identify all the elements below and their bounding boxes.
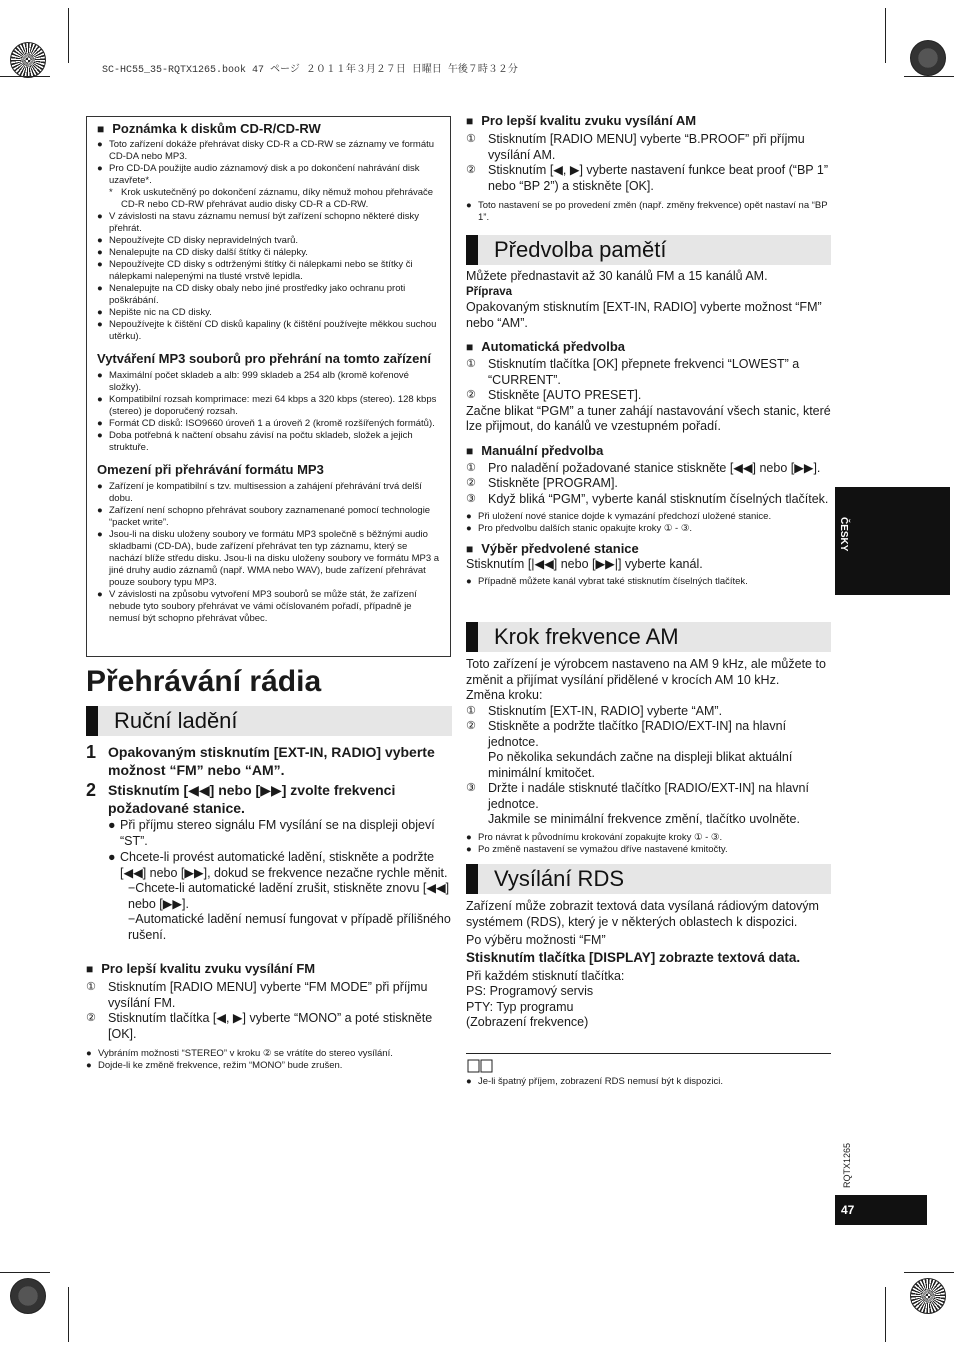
dash-note: −Automatické ladění nemusí fungovat v případě přílišného rušení. <box>128 912 451 942</box>
section-band-manual <box>86 706 452 736</box>
select-preset-title: ■ Výběr předvolené stanice <box>466 541 639 556</box>
freq-step: Stisknutím [EXT-IN, RADIO] vyberte “AM”. <box>488 703 723 718</box>
am-note: Toto nastavení se po provedení změn (např. změny frekvence) opět nastaví na “BP 1”. <box>478 200 828 223</box>
cd-note: Nepište nic na CD disky. <box>109 307 212 318</box>
crop-mark <box>68 1287 69 1342</box>
dash-note: −Chcete-li automatické ladění zrušit, stiskněte znovu [◀◀] nebo [▶▶]. <box>128 881 450 911</box>
manual-step: Když bliká “PGM”, vyberte kanál stisknutím číselných tlačítek. <box>488 491 829 506</box>
crop-mark <box>885 8 886 63</box>
fm-note: Dojde-li ke změně frekvence, režim “MONO” bude zrušen. <box>98 1060 343 1071</box>
auto-text: Začne blikat “PGM” a tuner zahájí nastavování všech stanic, které lze přijmout, do kanálů ve vzestupném pořadí. <box>466 403 831 433</box>
fm-step: Stisknutím tlačítka [◀, ▶] vyberte “MONO” a poté stiskněte [OK]. <box>108 1011 433 1041</box>
auto-preset-title: ■ Automatická předvolba <box>466 339 626 354</box>
auto-step: Stisknutím tlačítka [OK] přepnete frekvenci “LOWEST” a “CURRENT”. <box>488 357 800 387</box>
cd-note: Nepoužívejte k čištění CD disků kapaliny (k čištění používejte měkkou suchou utěrku). <box>109 319 437 342</box>
mp3-note: Kompatibilní rozsah komprimace: mezi 64 kbps a 320 kbps (stereo). 128 kbps (stereo) je doporučený rozsah. <box>109 394 437 417</box>
preset-intro: Můžete přednastavit až 30 kanálů FM a 15 kanálů AM. <box>466 269 768 283</box>
language-label: ČESKY <box>838 517 849 552</box>
freq-step: Držte i nadále stisknuté tlačítko [RADIO/EXT-IN] na hlavní jednotce. <box>488 781 809 811</box>
bullet-note: Při příjmu stereo signálu FM vysílání se na displeji objeví “ST”. <box>120 818 435 848</box>
rds-pty: PTY: Typ programu <box>466 999 574 1014</box>
freq-step-detail: Po několika sekundách začne na displeji blikat aktuální minimální kmitočet. <box>488 750 793 780</box>
crop-mark <box>904 76 954 77</box>
bullet-note: Chcete-li provést automatické ladění, stiskněte a podržte [◀◀] nebo [▶▶], dokud se frekvence nezačne rychle měnit. <box>120 850 448 880</box>
rds-note: Je-li špatný příjem, zobrazení RDS nemusí být k dispozici. <box>478 1076 723 1087</box>
mp3-note: Maximální počet skladeb a alb: 999 skladeb a 254 alb (kromě kořenové složky). <box>109 370 409 393</box>
registration-ring-icon <box>910 40 946 76</box>
rds-ps: PS: Programový servis <box>466 984 594 998</box>
fm-step: Stisknutím [RADIO MENU] vyberte “FM MODE” při příjmu vysílání FM. <box>108 980 428 1010</box>
doc-code: RQTX1265 <box>842 1142 852 1188</box>
am-step: Stisknutím [◀, ▶] vyberte nastavení funkce beat proof (“BP 1” nebo “BP 2”) a stiskněte [OK]. <box>488 163 828 193</box>
cd-notes-title: ■ Poznámka k diskům CD-R/CD-RW <box>97 121 321 136</box>
fm-note: Vybráním možnosti “STEREO” v kroku ② se vrátíte do stereo vysílání. <box>98 1048 393 1059</box>
cd-note: Nenalepujte na CD disky obaly nebo jiné prostředky jako ochranu proti poškrábání. <box>109 283 406 306</box>
section-band-step <box>466 622 831 652</box>
select-text: Stisknutím [|◀◀] nebo [▶▶|] vyberte kanál. <box>466 557 703 571</box>
step-2-text: Stisknutím [◀◀] nebo [▶▶] zvolte frekvenci požadované stanice. <box>108 782 396 816</box>
rds-intro: Zařízení může zobrazit textová data vysílaná rádiovým datovým systémem (RDS), který je v některých oblastech k dispozici. <box>466 899 819 929</box>
freq-note: Pro návrat k původnímu krokování zopakujte kroky ① - ③. <box>478 831 723 843</box>
freq-step: Stiskněte a podržte tlačítko [RADIO/EXT-IN] na hlavní jednotce. <box>488 719 787 749</box>
manual-note: Pro předvolbu dalších stanic opakujte kroky ① - ③. <box>478 523 692 534</box>
file-header: SC-HC55_35-RQTX1265.book 47 ページ ２０１１年３月２７日 日曜日 午後７時３２分 <box>102 65 518 76</box>
rds-instruction: Stisknutím tlačítka [DISPLAY] zobrazte textová data. <box>466 949 801 965</box>
crop-mark <box>68 8 69 63</box>
freq-step-detail: Jakmile se minimální frekvence změní, tlačítko uvolněte. <box>488 812 800 826</box>
cd-note: V závislosti na stavu záznamu nemusí být zařízení schopno některé disky přehrát. <box>109 211 419 234</box>
crop-mark <box>0 76 50 77</box>
page-title: Přehrávání rádia <box>86 665 322 698</box>
manual-note: Při uložení nové stanice dojde k vymazání předchozí uložené stanice. <box>478 511 772 522</box>
limit-note: Jsou-li na disku uloženy soubory ve formátu MP3 společně s běžnými audio skladbami (CD-DA), bude zařízení přehrávat ten typ záznamu, který se nachází blíže středu disku. Jsou-li na disku uloženy soubory ve formátu MP3 a jiné druhy audio záznamů (např. WMA nebo WAV), bude zařízení přehrávat pouze soubory typu MP3. <box>109 529 440 588</box>
language-tab <box>835 487 950 595</box>
registration-ring-icon <box>10 42 46 78</box>
registration-ring-icon <box>910 1278 946 1314</box>
crop-mark <box>885 1287 886 1342</box>
section-title: Krok frekvence AM <box>494 624 679 649</box>
section-title: Vysílání RDS <box>494 866 625 891</box>
freq-note: Po změně nastavení se vymažou dříve nastavené kmitočty. <box>478 843 728 855</box>
cd-notes-box: ■ Poznámka k diskům CD-R/CD-RW ● Toto zařízení dokáže přehrávat disky CD-R a CD-RW se záznamy ve formátu CD-DA nebo MP3. ● Pro CD-DA použijte audio záznamový disk a po dokončení nahrávání disk uzavřete*. * Krok uskutečněný po dokončení záznamu, díky němuž mohou přehrávače CD-R nebo CD-RW přehrávat audio disky CD-R a CD-RW. ● V závislosti na stavu záznamu nemusí být zařízení schopno některé disky přehrát. ● Nepoužívejte CD disky nepravidelných tvarů. ● Nenalepujte na CD disky další štítky či nálepky. ● Nepoužívejte CD disky s odtrženými štítky či nálepkami nebo se štítky či nálepkami nalepenými na tlusté vrstvě lepidla. ● Nenalepujte na CD disky obaly nebo jiné prostředky jako ochranu proti poškrábání. ● Nepište nic na CD disky. ● Nepoužívejte k čištění CD disků kapaliny (k čištění používejte měkkou suchou utěrku). Vytváření MP3 souborů pro přehrání na tomto zařízení ● Maximální počet skladeb a alb: 999 skladeb a 254 alb (kromě kořenové složky). ● Kompatibilní rozsah komprimace: mezi 64 kbps a 320 kbps (stereo). 128 kbps (stereo) je doporučený rozsah. ● Formát CD disků: ISO9660 úroveň 1 a úroveň 2 (kromě rozšířených formátů). ● Doba potřebná k načtení obsahu závisí na počtu skladeb, složek a jejich struktuře. Omezení při přehrávání formátu MP3 ● Zařízení je kompatibilní s tzv. multisession a zahájení přehrávání trvá delší dobu. ● Zařízení není schopno přehrávat soubory zaznamenané pomocí technologie “packet write”. ● Jsou-li na disku uloženy soubory ve formátu MP3 společně s běžnými audio skladbami (CD-DA), bude zařízení přehrávat ten typ záznamu, který se nachází blíže středu disku. Jsou-li na disku uloženy soubory ve formátu MP3 a jiné druhy audio záznamů (např. WMA nebo WAV), bude zařízení přehrávat pouze soubory typu MP3. ● V závislosti na způsobu vytvoření MP3 souborů se může stát, že zařízení nebude tyto soubory přehrávat ve vámi očíslovaném pořadí, případně je nemusí být schopno přehrávat vůbec. <box>86 116 451 657</box>
section-title: Ruční ladění <box>114 708 238 733</box>
step-change-label: Změna kroku: <box>466 688 543 702</box>
step-1-text: Opakovaným stisknutím [EXT-IN, RADIO] vyberte možnost “FM” nebo “AM”. <box>108 744 435 778</box>
registration-ring-icon <box>10 1278 46 1314</box>
crop-mark <box>0 1272 50 1273</box>
manual-preset-title: ■ Manuální předvolba <box>466 442 604 458</box>
rds-each: Při každém stisknutí tlačítka: <box>466 968 625 983</box>
fm-quality-title: ■ Pro lepší kvalitu zvuku vysílání FM <box>86 961 316 976</box>
limit-note: V závislosti na způsobu vytvoření MP3 souborů se může stát, že zařízení nebude tyto soubory přehrávat ve vámi očíslovaném pořadí, případně je nemusí být schopno přehrávat vůbec. <box>109 589 417 624</box>
cd-note-footnote: Krok uskutečněný po dokončení záznamu, díky němuž mohou přehrávače CD-R nebo CD-RW přehrávat audio disky CD-R a CD-RW. <box>121 187 434 210</box>
section-band-rds <box>466 864 831 894</box>
divider <box>466 1053 831 1054</box>
cd-note: Nepoužívejte CD disky s odtrženými štítky či nálepkami nebo se štítky či nálepkami nalepenými na tlusté vrstvě lepidla. <box>109 259 413 282</box>
prep-text: Opakovaným stisknutím [EXT-IN, RADIO] vyberte možnost “FM” nebo “AM”. <box>466 300 822 330</box>
cd-note: Nenalepujte na CD disky další štítky či nálepky. <box>109 247 308 258</box>
manual-step: Stiskněte [PROGRAM]. <box>488 476 618 490</box>
section-title: Předvolba pamětí <box>494 237 667 262</box>
mp3-note: Formát CD disků: ISO9660 úroveň 1 a úroveň 2 (kromě rozšířených formátů). <box>109 418 435 429</box>
step-intro: Toto zařízení je výrobcem nastaveno na AM 9 kHz, ale můžete to změnit a přijímat vysílání přidělené v krocích AM 10 kHz. <box>466 657 826 687</box>
am-quality-title: ■ Pro lepší kvalitu zvuku vysílání AM <box>466 113 697 128</box>
crop-mark <box>904 1272 954 1273</box>
limit-note: Zařízení není schopno přehrávat soubory zaznamenané pomocí technologie “packet write”. <box>109 505 431 528</box>
page-number: 47 <box>835 1195 927 1225</box>
section-band-preset <box>466 235 831 265</box>
cd-note: Pro CD-DA použijte audio záznamový disk a po dokončení nahrávání disk uzavřete*. <box>109 163 420 186</box>
cd-note: Nepoužívejte CD disky nepravidelných tvarů. <box>109 235 299 246</box>
select-note: Případně můžete kanál vybrat také stisknutím číselných tlačítek. <box>478 575 748 587</box>
rds-after: Po výběru možnosti “FM” <box>466 933 606 947</box>
mp3-limit-title: Omezení při přehrávání formátu MP3 <box>97 462 324 477</box>
am-step: Stisknutím [RADIO MENU] vyberte “B.PROOF” při příjmu vysílání AM. <box>488 132 805 162</box>
limit-note: Zařízení je kompatibilní s tzv. multisession a zahájení přehrávání trvá delší dobu. <box>109 481 422 504</box>
mp3-note: Doba potřebná k načtení obsahu závisí na počtu skladeb, složek a jejich struktuře. <box>109 430 413 453</box>
manual-step: Pro naladění požadované stanice stiskněte [◀◀] nebo [▶▶]. <box>488 460 821 475</box>
rds-freq: (Zobrazení frekvence) <box>466 1015 589 1029</box>
cd-note: Toto zařízení dokáže přehrávat disky CD-R a CD-RW se záznamy ve formátu CD-DA nebo MP3. <box>109 139 435 162</box>
prep-label: Příprava <box>466 285 513 298</box>
auto-step: Stiskněte [AUTO PRESET]. <box>488 388 642 402</box>
mp3-create-title: Vytváření MP3 souborů pro přehrání na tomto zařízení <box>97 351 431 366</box>
